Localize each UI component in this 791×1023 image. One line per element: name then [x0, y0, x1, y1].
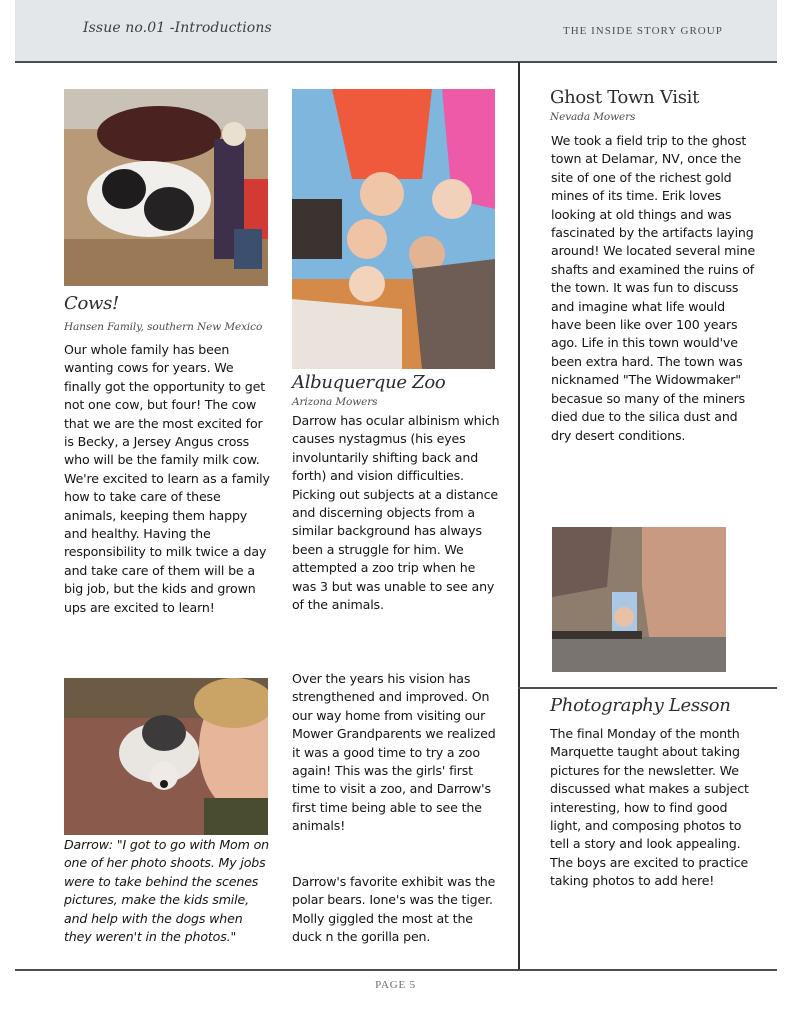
header-divider — [15, 61, 777, 63]
section-divider — [518, 687, 777, 689]
ghost-town-headline: Ghost Town Visit — [550, 87, 700, 108]
column-divider — [518, 62, 520, 970]
ghost-town-byline: Nevada Mowers — [550, 111, 636, 123]
ghost-town-body: We took a field trip to the ghost town at Delamar, NV, once the site of one of the richest gold mines of its time. Erik loves looking at old things and was fascinated by the artifacts laying around! We located several mine shafts and examined the ruins of the town. It was fun to discuss and imagine what life would have been like over 100 years ago. Life in this town would've been extra hard. The town was nicknamed "The Widowmaker" becasue so many of the miners died due to the silica dust and dry desert conditions. — [551, 133, 756, 443]
ruins-window-photo — [552, 527, 726, 672]
footer-divider — [15, 969, 777, 971]
photography-body: The final Monday of the month Marquette taught about taking pictures for the newsletter. We discussed what makes a subject interesting, how to find good light, and composing photos to tell a story and look appealing. The boys are excited to practice taking photos to add here! — [550, 726, 749, 889]
dog-selfie-photo — [64, 678, 268, 835]
photography-headline: Photography Lesson — [550, 695, 731, 716]
page-number: PAGE 5 — [375, 979, 416, 991]
issue-title: Issue no.01 -Introductions — [83, 20, 272, 36]
cows-photo — [64, 89, 268, 286]
cows-body: Our whole family has been wanting cows for years. We finally got the opportunity to get not one cow, but four! The cow that we are the most excited for is Becky, a Jersey Angus cross who will be the family milk cow. We're excited to learn as a family how to take care of these animals, keeping them happy and healthy. Having the responsibility to milk twice a day and take care of them will be a big job, but the kids and grown ups are excited to learn! — [64, 342, 270, 615]
zoo-paragraph-3: Darrow's favorite exhibit was the polar bears. Ione's was the tiger. Molly giggled the most at the duck n the gorilla pen. — [292, 874, 496, 945]
zoo-paragraph-1: Darrow has ocular albinism which causes nystagmus (his eyes involuntarily shifting back and forth) and vision difficulties. Picking out subjects at a distance and discerning objects from a similar background has always been a struggle for him. We attempted a zoo trip when he was 3 but was unable to see any of the animals. — [292, 413, 500, 613]
family-huddle-photo — [292, 89, 495, 369]
zoo-byline: Arizona Mowers — [292, 396, 378, 408]
zoo-headline: Albuquerque Zoo — [292, 372, 446, 393]
darrow-quote: Darrow: "I got to go with Mom on one of her photo shoots. My jobs were to take behind the scenes pictures, make the kids smile, and help with the dogs when they weren't in the photos." — [64, 837, 269, 945]
group-name: THE INSIDE STORY GROUP — [563, 25, 723, 37]
cows-headline: Cows! — [64, 293, 119, 314]
zoo-paragraph-2: Over the years his vision has strengthened and improved. On our way home from visiting our Mower Grandparents we realized it was a good time to try a zoo again! This was the girls' first time to visit a zoo, and Darrow's first time being able to see the animals! — [292, 671, 496, 834]
cows-byline: Hansen Family, southern New Mexico — [64, 321, 263, 333]
